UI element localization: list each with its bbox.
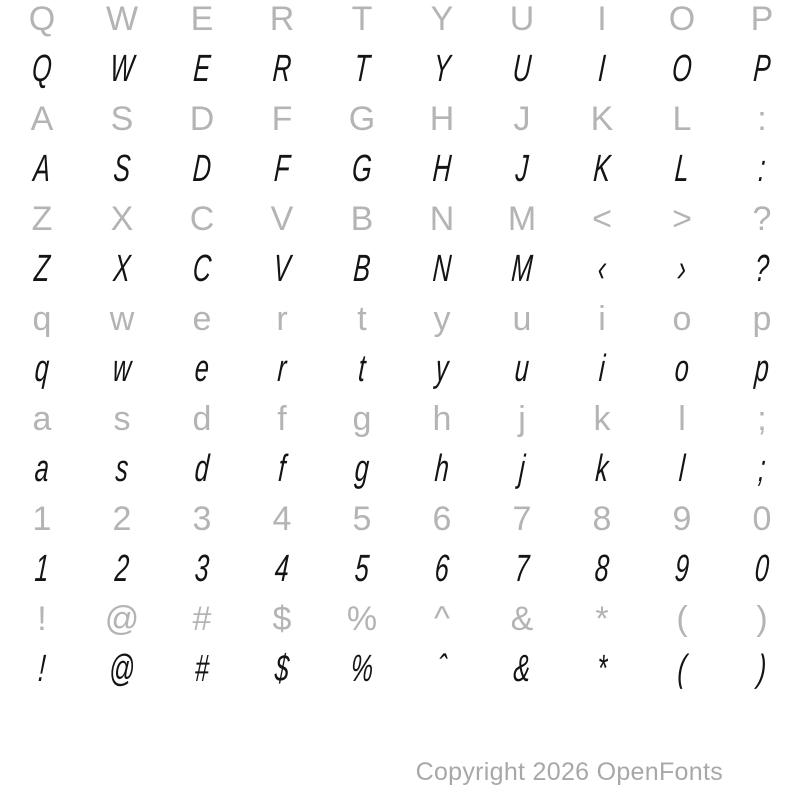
glyph-cell: d [193, 448, 211, 490]
glyph-row-reference [2, 0, 800, 44]
glyph-cell: F [272, 148, 292, 190]
glyph-cell: T [352, 48, 372, 90]
glyph-cell: W [108, 48, 136, 90]
glyph-cell: u [513, 348, 531, 390]
glyph-cell: S [112, 148, 132, 190]
glyph-cell: R [269, 0, 295, 38]
glyph-cell: # [192, 600, 212, 638]
glyph-cell: 4 [272, 500, 292, 538]
glyph-cell: 7 [512, 500, 532, 538]
glyph-cell: 1 [32, 500, 52, 538]
glyph-row-reference [2, 494, 800, 544]
glyph-cell: L [672, 100, 692, 138]
glyph-cell: r [276, 348, 288, 390]
glyph-cell: > [672, 200, 692, 238]
glyph-cell: D [191, 148, 213, 190]
glyph-cell: q [33, 348, 51, 390]
glyph-cell: ) [756, 648, 768, 690]
glyph-cell: ) [756, 600, 768, 638]
glyph-row-reference [2, 94, 800, 144]
glyph-cell: U [509, 0, 535, 38]
glyph-cell: V [272, 248, 292, 290]
glyph-cell: E [192, 48, 212, 90]
glyph-cell: % [346, 600, 378, 638]
glyph-cell: U [511, 48, 533, 90]
glyph-cell: T [351, 0, 373, 38]
glyph-cell: : [757, 100, 767, 138]
glyph-cell: % [349, 648, 375, 690]
glyph-cell: a [33, 448, 51, 490]
glyph-cell: B [352, 248, 372, 290]
glyph-cell: & [510, 600, 534, 638]
glyph-cell: M [510, 248, 534, 290]
glyph-cell: P [750, 0, 774, 38]
glyph-cell: p [752, 300, 772, 338]
glyph-cell: G [348, 100, 376, 138]
glyph-cell: 5 [353, 548, 371, 590]
glyph-row-sample [2, 644, 800, 694]
glyph-cell: D [189, 100, 215, 138]
glyph-cell: Q [28, 0, 56, 38]
glyph-cell: G [350, 148, 374, 190]
glyph-cell: j [518, 400, 526, 438]
glyph-cell: ˆ [436, 648, 448, 690]
glyph-cell: A [30, 100, 54, 138]
glyph-cell: I [597, 0, 607, 38]
glyph-cell: 2 [113, 548, 131, 590]
glyph-cell: Y [430, 0, 454, 38]
glyph-cell: $ [272, 600, 292, 638]
glyph-cell: ; [757, 400, 767, 438]
glyph-cell: g [352, 400, 372, 438]
glyph-cell: Z [32, 248, 52, 290]
glyph-cell: S [110, 100, 134, 138]
glyph-row-reference [2, 294, 800, 344]
glyph-cell: ( [676, 648, 688, 690]
glyph-cell: @ [107, 648, 137, 690]
glyph-cell: * [595, 648, 609, 690]
glyph-cell: 8 [593, 548, 611, 590]
glyph-cell: t [357, 300, 367, 338]
glyph-cell: k [594, 448, 610, 490]
glyph-cell: C [191, 248, 213, 290]
glyph-cell: N [431, 248, 453, 290]
glyph-cell: # [193, 648, 211, 690]
glyph-row-reference [2, 194, 800, 244]
glyph-cell: 7 [513, 548, 531, 590]
glyph-cell: o [672, 300, 692, 338]
glyph-cell: ? [752, 200, 772, 238]
glyph-cell: q [32, 300, 52, 338]
glyph-cell: 5 [352, 500, 372, 538]
glyph-cell: i [598, 300, 606, 338]
glyph-cell: t [357, 348, 367, 390]
glyph-cell: E [190, 0, 214, 38]
glyph-row-sample [2, 44, 800, 94]
glyph-cell: V [270, 200, 294, 238]
glyph-cell: 1 [33, 548, 51, 590]
glyph-cell: l [678, 400, 686, 438]
glyph-cell: › [676, 248, 688, 290]
glyph-cell: w [111, 348, 133, 390]
glyph-cell: 0 [753, 548, 771, 590]
glyph-cell: @ [104, 600, 140, 638]
glyph-cell: O [670, 48, 694, 90]
glyph-cell: ‹ [596, 248, 608, 290]
glyph-cell: J [514, 148, 530, 190]
glyph-row-sample [2, 444, 800, 494]
glyph-cell: K [592, 148, 612, 190]
glyph-cell: ? [753, 248, 771, 290]
glyph-cell: 8 [592, 500, 612, 538]
glyph-cell: a [32, 400, 52, 438]
glyph-cell: ! [37, 600, 47, 638]
glyph-cell: e [193, 348, 211, 390]
glyph-cell: B [350, 200, 374, 238]
glyph-row-sample [2, 544, 800, 594]
glyph-cell: 4 [273, 548, 291, 590]
glyph-cell: < [592, 200, 612, 238]
glyph-cell: F [271, 100, 293, 138]
glyph-cell: C [189, 200, 215, 238]
glyph-cell: s [114, 448, 130, 490]
glyph-cell: h [433, 448, 451, 490]
glyph-cell: * [595, 600, 609, 638]
glyph-cell: d [192, 400, 212, 438]
glyph-cell: 3 [192, 500, 212, 538]
glyph-cell: h [432, 400, 452, 438]
glyph-cell: l [677, 448, 687, 490]
glyph-cell: W [105, 0, 139, 38]
glyph-cell: 6 [433, 548, 451, 590]
glyph-cell: f [277, 448, 287, 490]
glyph-row-sample [2, 144, 800, 194]
glyph-row-sample [2, 344, 800, 394]
glyph-cell: I [597, 48, 607, 90]
glyph-cell: 3 [193, 548, 211, 590]
glyph-cell: X [110, 200, 134, 238]
glyph-cell: u [512, 300, 532, 338]
glyph-cell: K [590, 100, 614, 138]
glyph-cell: H [429, 100, 455, 138]
glyph-cell: r [276, 300, 288, 338]
glyph-cell: p [753, 348, 771, 390]
glyph-row-reference [2, 594, 800, 644]
glyph-cell: e [192, 300, 212, 338]
glyph-cell: ! [37, 648, 47, 690]
glyph-cell: 9 [673, 548, 691, 590]
glyph-cell: 2 [112, 500, 132, 538]
glyph-cell: P [752, 48, 772, 90]
glyph-cell: ; [757, 448, 767, 490]
glyph-cell: J [513, 100, 531, 138]
glyph-cell: $ [273, 648, 291, 690]
glyph-cell: 6 [432, 500, 452, 538]
glyph-cell: M [507, 200, 537, 238]
glyph-cell: ( [676, 600, 688, 638]
glyph-cell: i [597, 348, 607, 390]
glyph-cell: j [517, 448, 527, 490]
glyph-cell: R [271, 48, 293, 90]
glyph-cell: y [434, 348, 450, 390]
glyph-cell: g [353, 448, 371, 490]
glyph-cell: 9 [672, 500, 692, 538]
glyph-cell: f [277, 400, 287, 438]
glyph-cell: Z [31, 200, 53, 238]
glyph-cell: 0 [752, 500, 772, 538]
glyph-cell: y [433, 300, 451, 338]
glyph-cell: k [593, 400, 611, 438]
glyph-cell: O [668, 0, 696, 38]
glyph-cell: : [757, 148, 767, 190]
glyph-row-reference [2, 394, 800, 444]
glyph-row-sample [2, 244, 800, 294]
glyph-cell: L [673, 148, 691, 190]
glyph-grid [2, 0, 800, 694]
glyph-cell: A [32, 148, 52, 190]
copyright-text: Copyright 2026 OpenFonts [415, 758, 723, 786]
glyph-cell: & [512, 648, 532, 690]
glyph-cell: ^ [434, 600, 450, 638]
glyph-cell: X [112, 248, 132, 290]
glyph-cell: o [673, 348, 691, 390]
glyph-cell: Q [30, 48, 54, 90]
glyph-cell: s [113, 400, 131, 438]
glyph-cell: Y [432, 48, 452, 90]
glyph-cell: N [429, 200, 455, 238]
glyph-cell: H [431, 148, 453, 190]
glyph-cell: w [109, 300, 135, 338]
